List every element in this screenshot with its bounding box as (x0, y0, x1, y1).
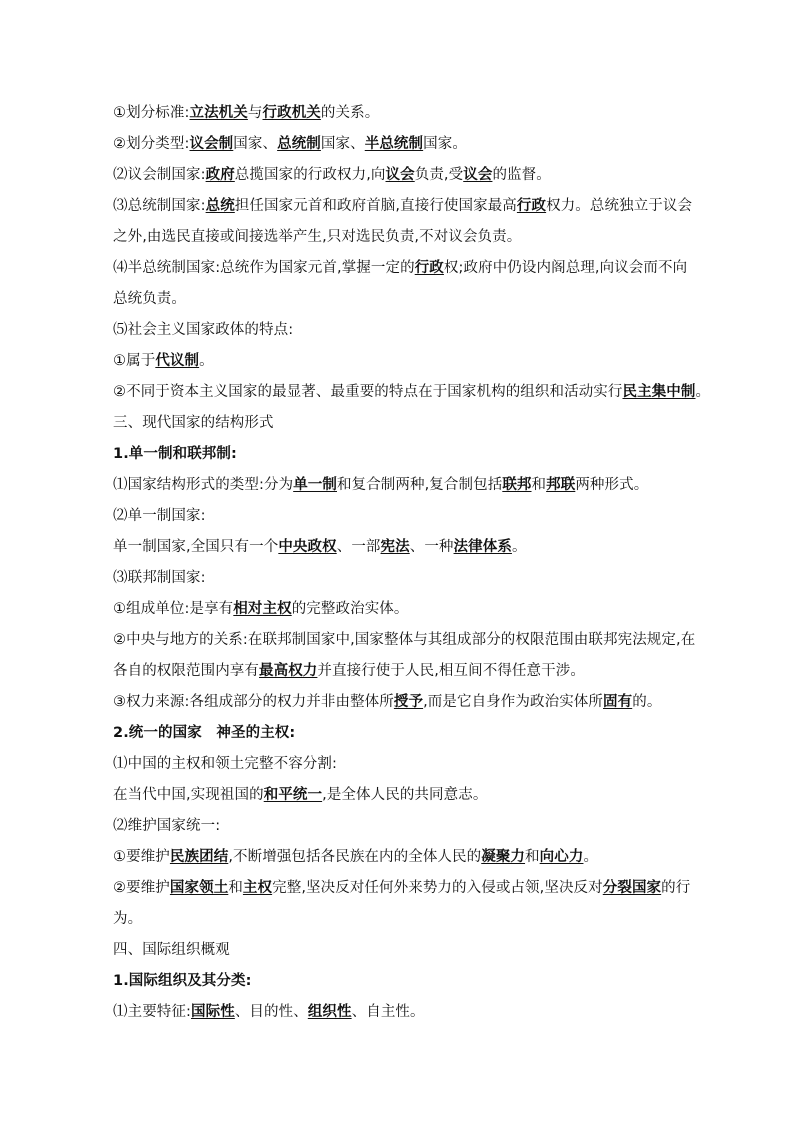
text-segment: 在当代中国,实现祖国的 (113, 787, 264, 803)
text-segment: 的监督。 (492, 167, 551, 183)
text-line (113, 98, 688, 129)
text-segment: ⑴中国的主权和领土完整不容分割: (113, 756, 337, 772)
underlined-keyword: 总统制 (277, 136, 321, 152)
text-line (113, 718, 688, 749)
text-segment: 三、现代国家的结构形式 (113, 415, 274, 431)
text-segment: ①要维护 (113, 849, 170, 865)
text-segment: ①组成单位:是享有 (113, 601, 234, 617)
underlined-keyword: 授予 (393, 694, 424, 710)
text-segment: 权;政府中仍设内阁总理,向议会而不向 (443, 260, 688, 276)
underlined-keyword: 议会 (385, 167, 415, 183)
text-segment: 1.单一制和联邦制: (113, 446, 237, 462)
text-line (113, 253, 688, 284)
underlined-keyword: 法律体系 (453, 539, 512, 555)
text-segment: 。 (511, 539, 527, 555)
text-segment: ,而是它自身作为政治实体所 (423, 694, 604, 710)
underlined-keyword: 民主集中制 (622, 384, 696, 400)
text-segment: ①划分标准: (113, 105, 190, 121)
underlined-keyword: 行政 (414, 260, 444, 276)
underlined-keyword: 议会 (463, 167, 493, 183)
text-segment: 国家。 (423, 136, 467, 152)
text-segment: ⑸社会主义国家政体的特点: (113, 322, 294, 338)
underlined-keyword: 中央政权 (278, 539, 337, 555)
text-line (113, 966, 688, 997)
underlined-keyword: 行政 (516, 198, 547, 214)
text-line (113, 284, 688, 315)
text-segment: 为。 (113, 911, 143, 927)
text-line (113, 594, 688, 625)
text-segment: 。 (583, 849, 599, 865)
underlined-keyword: 议会制 (189, 136, 234, 152)
text-segment: 两种形式。 (575, 477, 649, 493)
text-segment: 国家、 (320, 136, 365, 152)
text-segment: ⑵议会制国家: (113, 167, 206, 183)
underlined-keyword: 国际性 (191, 1004, 235, 1020)
underlined-keyword: 主权 (242, 880, 273, 896)
text-segment: 总揽国家的行政权力,向 (234, 167, 386, 183)
underlined-keyword: 向心力 (539, 849, 584, 865)
underlined-keyword: 政府 (205, 167, 235, 183)
text-line (113, 532, 688, 563)
text-segment: 、自主性。 (351, 1004, 425, 1020)
text-segment: 、一种 (409, 539, 454, 555)
text-segment: 之外,由选民直接或间接选举产生,只对选民负责,不对议会负责。 (113, 229, 522, 245)
text-line (113, 439, 688, 470)
text-line (113, 935, 688, 966)
text-segment: ⑶总统制国家: (113, 198, 206, 214)
text-segment: ②要维护 (113, 880, 170, 896)
text-segment: 。 (199, 353, 214, 369)
document-page (113, 98, 711, 1028)
underlined-keyword: 和平统一 (263, 787, 323, 803)
underlined-keyword: 行政机关 (262, 105, 321, 121)
text-segment: 各自的权限范围内享有 (113, 663, 259, 679)
text-line (113, 997, 688, 1028)
text-line (113, 501, 688, 532)
text-line (113, 470, 688, 501)
underlined-keyword: 半总统制 (364, 136, 424, 152)
text-line (113, 780, 688, 811)
text-line (113, 842, 688, 873)
text-segment: 负责,受 (414, 167, 464, 183)
text-segment: 四、国际组织概观 (113, 942, 230, 958)
text-segment: ,是全体人民的共同意志。 (322, 787, 488, 803)
text-segment: 国家、 (233, 136, 278, 152)
text-line (113, 377, 711, 408)
text-segment: 和 (228, 880, 243, 896)
underlined-keyword: 固有 (603, 694, 633, 710)
text-line (113, 315, 688, 346)
text-line (113, 811, 688, 842)
text-segment: ②中央与地方的关系:在联邦制国家中,国家整体与其组成部分的权限范围由联邦宪法规定,在 (113, 632, 696, 648)
text-segment: 担任国家元首和政府首脑,直接行使国家最高 (234, 198, 517, 214)
text-segment: ⑵单一制国家: (113, 508, 206, 524)
text-line (113, 129, 688, 160)
text-segment: 权力。总统独立于议会 (546, 198, 693, 214)
underlined-keyword: 立法机关 (189, 105, 248, 121)
text-segment: 1.国际组织及其分类: (113, 973, 252, 989)
text-line (113, 625, 696, 656)
text-segment: 单一制国家,全国只有一个 (113, 539, 279, 555)
text-segment: ②划分类型: (113, 136, 190, 152)
text-segment: ⑶联邦制国家: (113, 570, 206, 586)
text-segment: ⑴主要特征: (113, 1004, 191, 1020)
text-segment: 与 (247, 105, 263, 121)
text-line (113, 749, 688, 780)
text-segment: 并直接行使于人民,相互间不得任意干涉。 (317, 663, 585, 679)
text-line (113, 904, 688, 935)
text-segment: 、目的性、 (234, 1004, 308, 1020)
text-segment: 总统负责。 (113, 291, 186, 307)
text-line (113, 160, 688, 191)
text-line (113, 191, 693, 222)
text-segment: ⑵维护国家统一: (113, 818, 221, 834)
text-line (113, 873, 691, 904)
text-segment: 的。 (632, 694, 662, 710)
text-line (113, 408, 688, 439)
underlined-keyword: 国家领土 (169, 880, 229, 896)
text-segment: ②不同于资本主义国家的最显著、最重要的特点在于国家机构的组织和活动实行 (113, 384, 623, 400)
underlined-keyword: 宪法 (380, 539, 410, 555)
text-line (113, 687, 688, 718)
underlined-keyword: 单一制 (293, 477, 337, 493)
text-segment: 的行 (661, 880, 691, 896)
underlined-keyword: 总统 (205, 198, 235, 214)
text-segment: 、一部 (336, 539, 381, 555)
text-segment: 和 (525, 849, 540, 865)
text-segment: 和复合制两种,复合制包括 (337, 477, 503, 493)
text-segment: ③权力来源:各组成部分的权力并非由整体所 (113, 694, 394, 710)
text-segment: 的关系。 (320, 105, 380, 121)
text-segment: ,不断增强包括各民族在内的全体人民的 (228, 849, 482, 865)
text-segment: 2.统一的国家 神圣的主权: (113, 725, 296, 741)
underlined-keyword: 代议制 (155, 353, 200, 369)
underlined-keyword: 邦联 (546, 477, 576, 493)
text-line (113, 346, 688, 377)
text-line (113, 563, 688, 594)
underlined-keyword: 民族团结 (169, 849, 229, 865)
text-segment: ①属于 (113, 353, 156, 369)
text-segment: 完整,坚决反对任何外来势力的入侵或占领,坚决反对 (272, 880, 603, 896)
underlined-keyword: 分裂国家 (602, 880, 662, 896)
underlined-keyword: 最高权力 (259, 663, 318, 679)
text-segment: ⑴国家结构形式的类型:分为 (113, 477, 294, 493)
text-segment: 和 (531, 477, 547, 493)
text-segment: 。 (695, 384, 711, 400)
text-segment: 的完整政治实体。 (291, 601, 409, 617)
underlined-keyword: 组织性 (307, 1004, 352, 1020)
underlined-keyword: 相对主权 (233, 601, 292, 617)
underlined-keyword: 凝聚力 (481, 849, 526, 865)
text-line (113, 656, 688, 687)
text-line (113, 222, 688, 253)
text-segment: ⑷半总统制国家:总统作为国家元首,掌握一定的 (113, 260, 415, 276)
underlined-keyword: 联邦 (502, 477, 532, 493)
